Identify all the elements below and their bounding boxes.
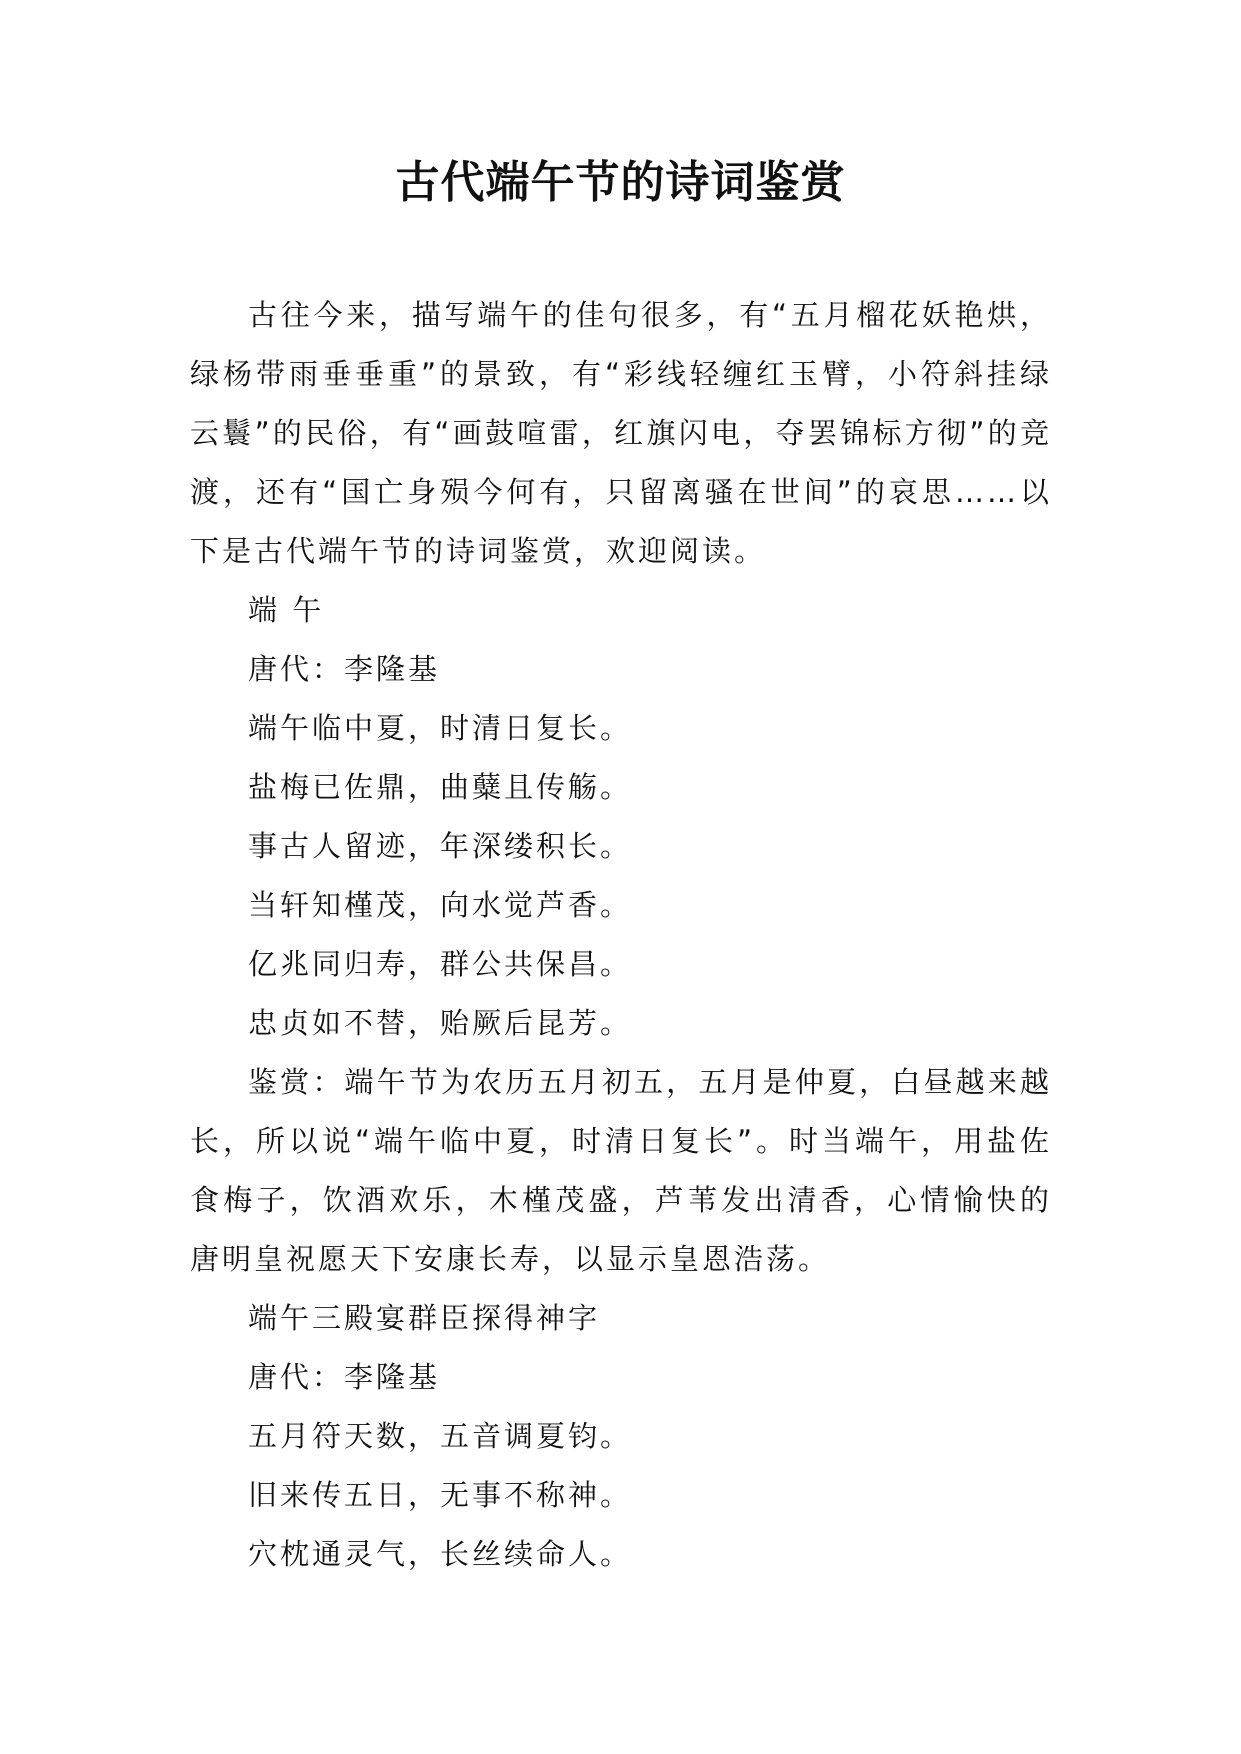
poem-line: 端午临中夏，时清日复长。 — [248, 711, 633, 745]
intro-paragraph: 古往今来，描写端午的佳句很多，有“五月榴花妖艳烘，绿杨带雨垂垂重”的景致，有“彩线轻缠红玉臂，小符斜挂绿云鬟”的民俗，有“画鼓喧雷，红旗闪电，夺罢锦标方彻”的竞渡，还有“国亡身殒今何有，只留离骚在世间”的哀思……以下是古代端午节的诗词鉴赏，欢迎阅读。 — [190, 298, 1052, 568]
poem-author: 唐代：李隆基 — [248, 652, 441, 686]
poem-line: 盐梅已佐鼎，曲糵且传觞。 — [248, 770, 633, 804]
poem-line: 亿兆同归寿，群公共保昌。 — [248, 947, 633, 981]
poem-title: 端午三殿宴群臣探得神字 — [248, 1301, 601, 1335]
document-title: 古代端午节的诗词鉴赏 — [395, 157, 846, 208]
poem-author: 唐代：李隆基 — [248, 1360, 441, 1394]
poem-line: 当轩知槿茂，向水觉芦香。 — [248, 888, 633, 922]
poem-line: 事古人留迹，年深缕积长。 — [248, 829, 633, 863]
poem-title: 端 午 — [248, 593, 325, 627]
document-body — [190, 286, 1052, 1584]
poem-line: 穴枕通灵气，长丝续命人。 — [248, 1537, 633, 1571]
poem-line: 忠贞如不替，贻厥后昆芳。 — [248, 1006, 633, 1040]
poem-line: 旧来传五日，无事不称神。 — [248, 1478, 633, 1512]
appreciation-paragraph: 鉴赏：端午节为农历五月初五，五月是仲夏，白昼越来越长，所以说“端午临中夏，时清日复长”。时当端午，用盐佐食梅子，饮酒欢乐，木槿茂盛，芦苇发出清香，心情愉快的唐明皇祝愿天下安康长寿，以显示皇恩浩荡。 — [190, 1065, 1052, 1276]
poem-line: 五月符天数，五音调夏钧。 — [248, 1419, 633, 1453]
